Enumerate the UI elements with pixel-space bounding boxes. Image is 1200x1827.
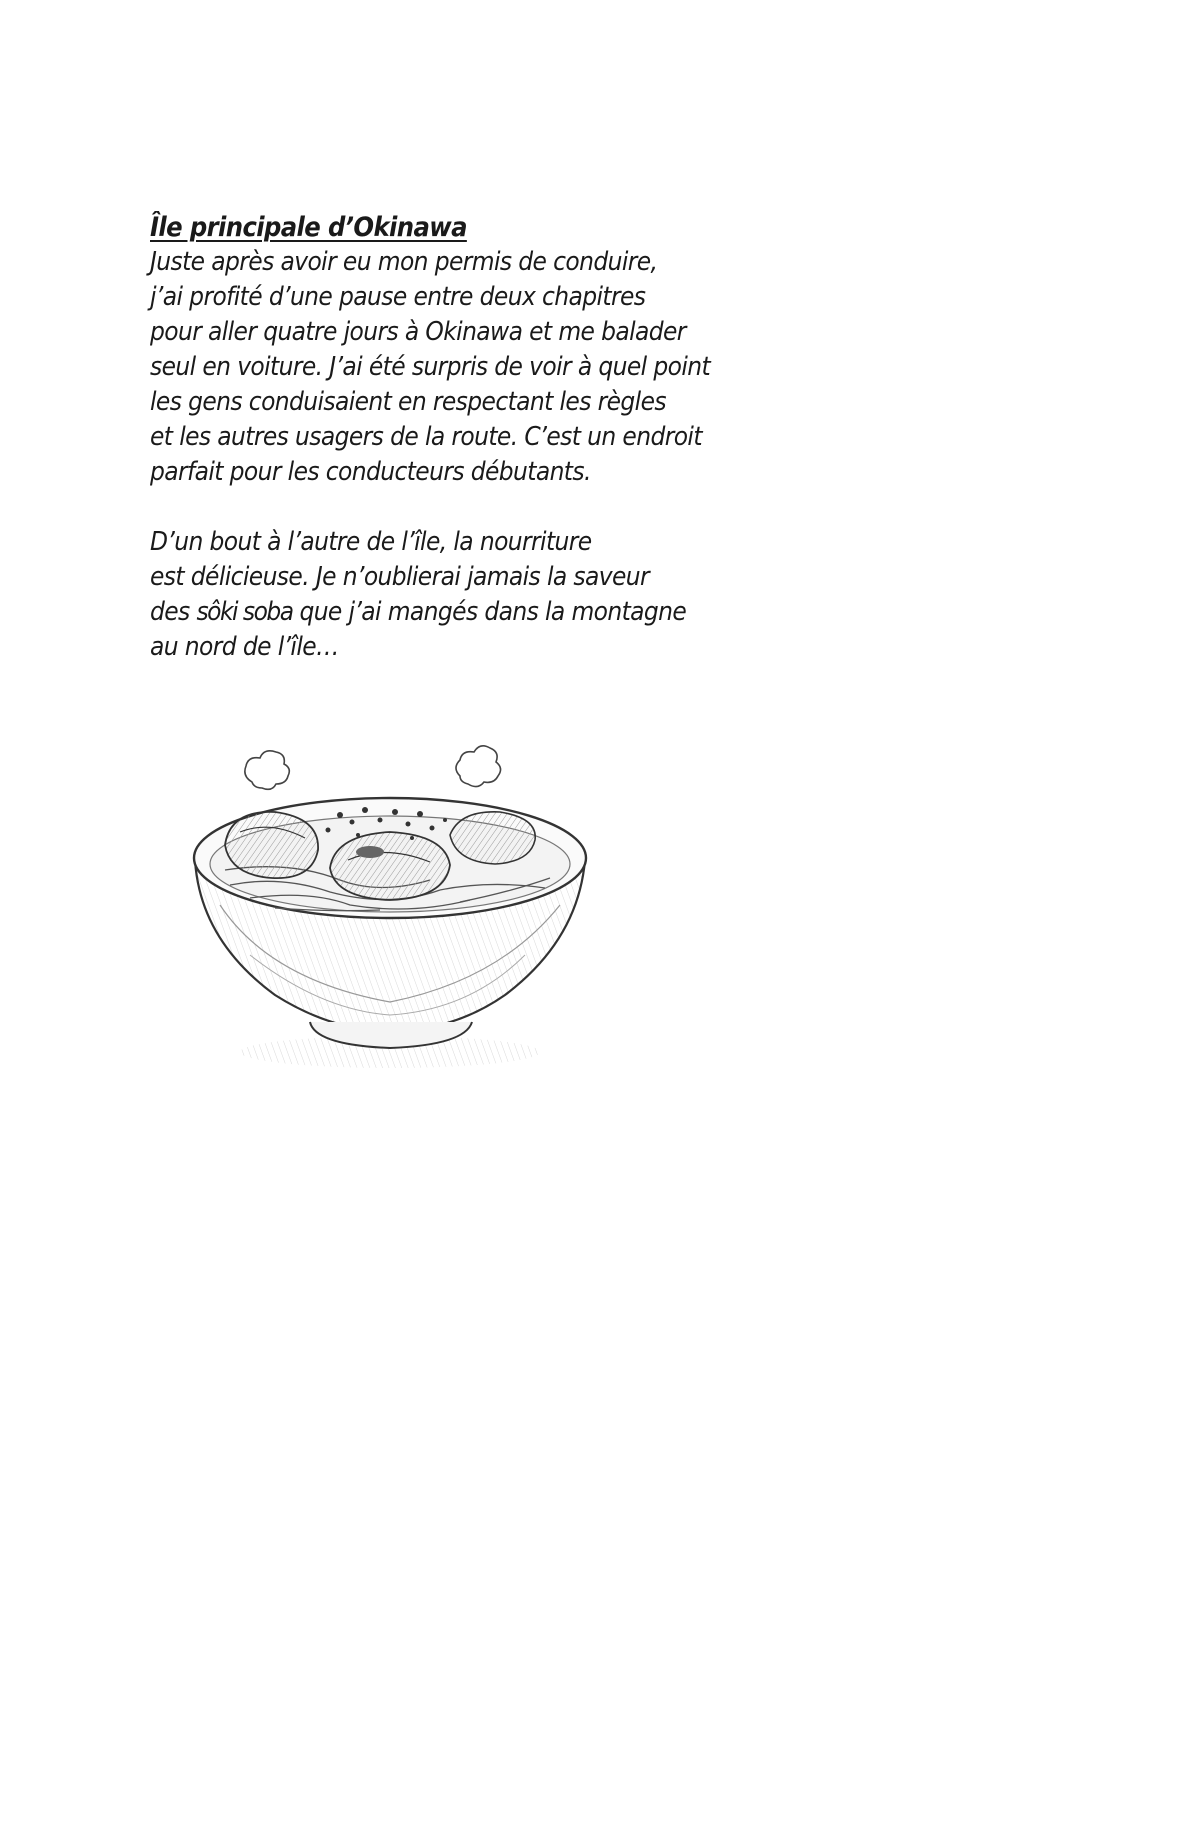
paragraph-1-line: les gens conduisaient en respectant les règles xyxy=(150,387,666,417)
dish-name-emphasis: sôki soba xyxy=(196,597,293,627)
paragraph-2-line: est délicieuse. Je n’oublierai jamais la saveur xyxy=(150,562,649,592)
paragraph-1-line: parfait pour les conducteurs débutants. xyxy=(150,457,591,487)
line-prefix: des xyxy=(150,597,197,627)
steam-right-icon xyxy=(456,746,501,787)
line-suffix: que j’ai mangés dans la montagne xyxy=(292,597,687,627)
paragraph-1-line: j’ai profité d’une pause entre deux chapitres xyxy=(150,282,646,312)
paragraph-1-line: pour aller quatre jours à Okinawa et me balader xyxy=(150,317,686,347)
paragraph-2-line xyxy=(150,595,710,630)
paragraph-1-line: et les autres usagers de la route. C’est un endroit xyxy=(150,422,702,452)
paragraph-2-line: au nord de l’île… xyxy=(150,632,339,662)
pork-rib-left xyxy=(225,812,318,878)
paragraph-1-line: seul en voiture. J’ai été surpris de voir à quel point xyxy=(150,352,711,382)
text-block xyxy=(150,210,710,665)
steam-left-icon xyxy=(245,751,289,789)
page-title: Île principale d’Okinawa xyxy=(150,212,467,243)
soba-bowl-illustration xyxy=(180,740,600,1090)
pork-rib-center xyxy=(330,832,450,900)
paragraph-spacer xyxy=(150,490,710,525)
paragraph-2-line: D’un bout à l’autre de l’île, la nourriture xyxy=(150,527,592,557)
paragraph-1-line: Juste après avoir eu mon permis de conduire, xyxy=(150,247,658,277)
